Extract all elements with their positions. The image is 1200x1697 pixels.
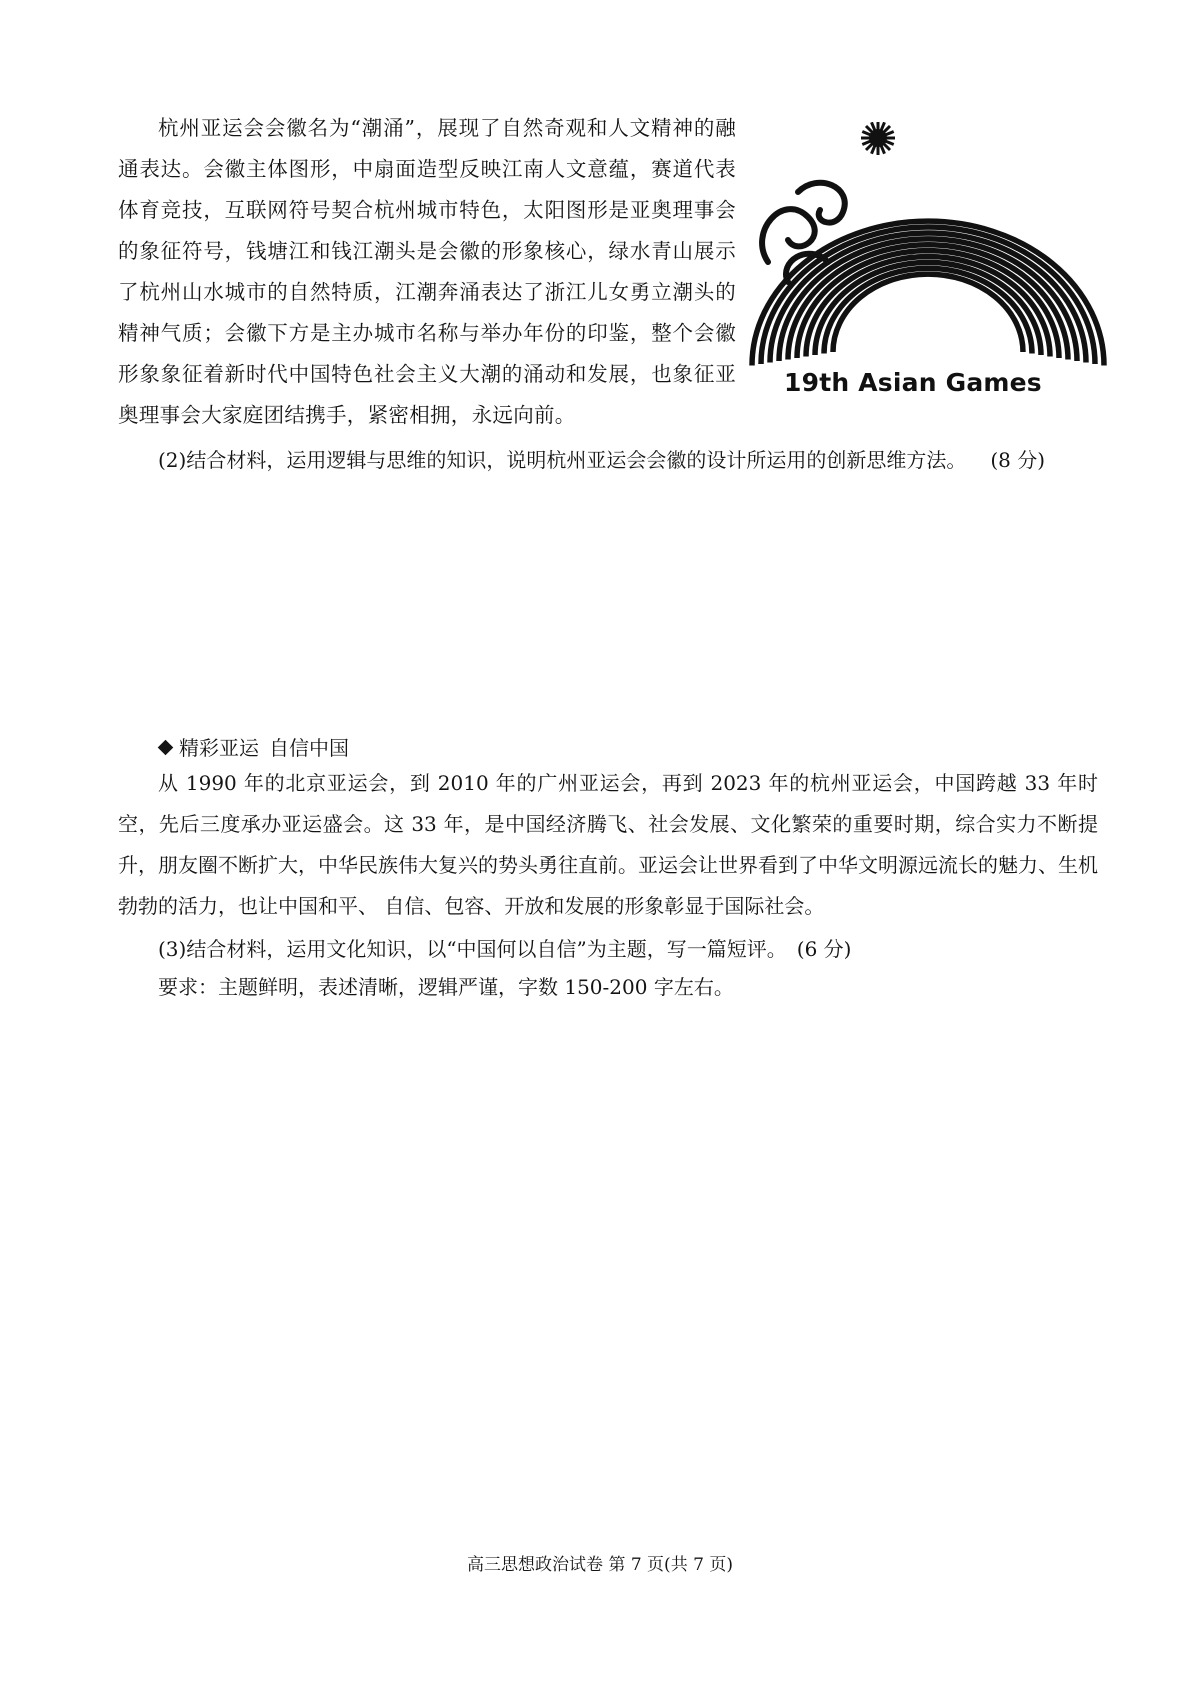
question-2: [158, 445, 1098, 475]
question-3-text: (3)结合材料，运用文化知识，以“中国何以自信”为主题，写一篇短评。: [158, 937, 787, 961]
question-3: [158, 930, 1098, 968]
diamond-bullet-icon: [158, 740, 174, 756]
section-heading: [158, 733, 349, 763]
material-asian-games-history: 从 1990 年的北京亚运会，到 2010 年的广州亚运会，再到 2023 年的杭州亚运会，中国跨越 33 年时空，先后三度承办亚运盛会。这 33 年，是中国经济腾飞、社会发展、文化繁荣的重要时期，综合实力不断提升，朋友圈不断扩大，中华民族伟大复兴的势头勇往直前。亚运会让世界看到了中华文明源远流长的魅力、生机勃勃的活力，也让中国和平、 自信、包容、开放和发展的形象彰显于国际社会。: [118, 771, 1098, 918]
question-2-score: (8 分): [990, 448, 1046, 472]
question-3-requirement: 要求：主题鲜明，表述清晰，逻辑严谨，字数 150-200 字左右。: [158, 975, 734, 999]
material-logo-description: 杭州亚运会会徽名为“潮涌”，展现了自然奇观和人文精神的融通表达。会徽主体图形，中扇面造型反映江南人文意蕴，赛道代表体育竞技，互联网符号契合杭州城市特色，太阳图形是亚奥理事会的象征符号，钱塘江和钱江潮头是会徽的形象核心，绿水青山展示了杭州山水城市的自然特质，江潮奔涌表达了浙江儿女勇立潮头的精神气质；会徽下方是主办城市名称与举办年份的印鉴，整个会徽形象象征着新时代中国特色社会主义大潮的涌动和发展，也象征亚奥理事会大家庭团结携手，紧密相拥，永远向前。: [118, 116, 736, 427]
logo-caption: 19th Asian Games: [784, 368, 1042, 397]
section-title-part1: 精彩亚运: [179, 736, 259, 760]
page-footer: 高三思想政治试卷 第 7 页(共 7 页): [467, 1555, 733, 1575]
sun-icon: [861, 122, 895, 155]
section-title-part2: 自信中国: [269, 736, 349, 760]
wave-fan-icon: [752, 183, 1104, 366]
asian-games-logo: [728, 122, 1108, 402]
question-2-text: (2)结合材料，运用逻辑与思维的知识，说明杭州亚运会会徽的设计所运用的创新思维方法。: [158, 448, 967, 472]
question-3-score: (6 分): [796, 937, 852, 961]
